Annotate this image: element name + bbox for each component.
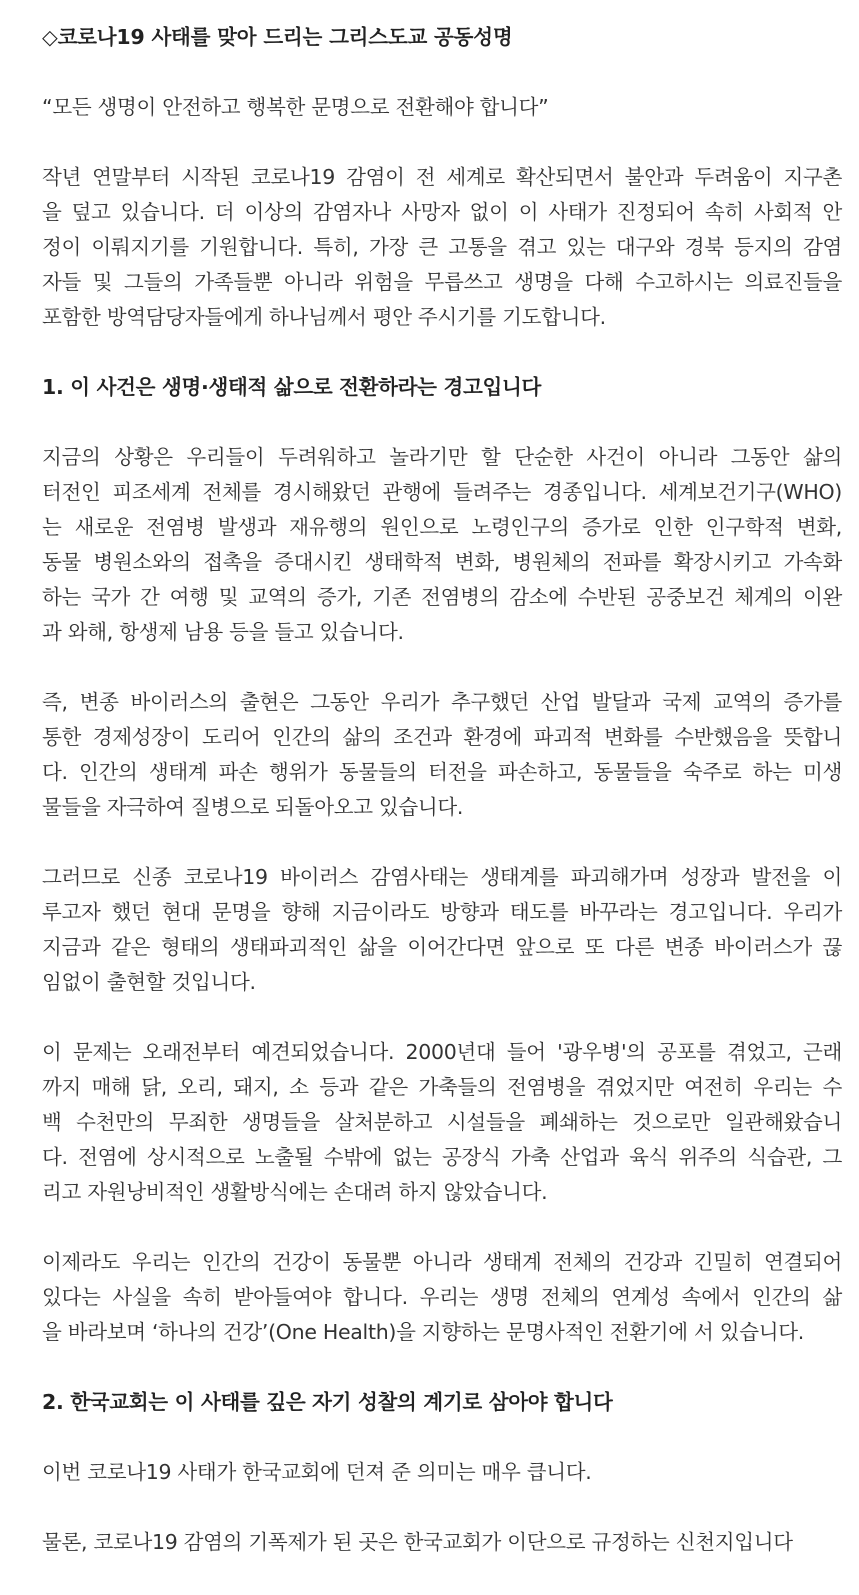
section-2-paragraph-1: 이번 코로나19 사태가 한국교회에 던져 준 의미는 매우 큽니다. [42, 1460, 592, 1484]
text-line: 루고자 했던 현대 문명을 향해 지금이라도 방향과 태도를 바꾸라는 경고입니다. 우리가 [42, 900, 842, 924]
text-line: 동물 병원소와의 접촉을 증대시킨 생태학적 변화, 병원체의 전파를 확장시키고 가속화 [42, 550, 842, 574]
text-line: 과 와해, 항생제 남용 등을 들고 있습니다. [42, 620, 404, 644]
text-line: 있다는 사실을 속히 받아들여야 합니다. 우리는 생명 전체의 연계성 속에서 인간의 삶 [42, 1285, 842, 1309]
text-line: 자들 및 그들의 가족들뿐 아니라 위험을 무릅쓰고 생명을 다해 수고하시는 의료진들을 [42, 270, 842, 294]
text-line: 까지 매해 닭, 오리, 돼지, 소 등과 같은 가축들의 전염병을 겪었지만 여전히 우리는 수 [42, 1075, 842, 1099]
text-line: 하는 국가 간 여행 및 교역의 증가, 기존 전염병의 감소에 수반된 공중보건 체계의 이완 [42, 585, 842, 609]
text-line: 리고 자원낭비적인 생활방식에는 손대려 하지 않았습니다. [42, 1180, 548, 1204]
text-line: 백 수천만의 무죄한 생명들을 살처분하고 시설들을 폐쇄하는 것으로만 일관해왔습니 [42, 1110, 842, 1134]
text-line: 을 덮고 있습니다. 더 이상의 감염자나 사망자 없이 이 사태가 진정되어 속히 사회적 안 [42, 200, 842, 224]
text-line: 이제라도 우리는 인간의 건강이 동물뿐 아니라 생태계 전체의 건강과 긴밀히 연결되어 [42, 1250, 842, 1274]
section-1-heading: 1. 이 사건은 생명·생태적 삶으로 전환하라는 경고입니다 [42, 375, 542, 399]
text-line: 임없이 출현할 것입니다. [42, 970, 256, 994]
text-line: 통한 경제성장이 도리어 인간의 삶의 조건과 환경에 파괴적 변화를 수반했음을 뜻합니 [42, 725, 842, 749]
text-line: 작년 연말부터 시작된 코로나19 감염이 전 세계로 확산되면서 불안과 두려움이 지구촌 [42, 165, 842, 189]
text-line: 는 새로운 전염병 발생과 재유행의 원인으로 노령인구의 증가로 인한 인구학적 변화, [42, 515, 842, 539]
text-line: 지금과 같은 형태의 생태파괴적인 삶을 이어간다면 앞으로 또 다른 변종 바이러스가 끊 [42, 935, 842, 959]
section-1-paragraph-2 [42, 685, 842, 825]
text-line: 터전인 피조세계 전체를 경시해왔던 관행에 들려주는 경종입니다. 세계보건기구(WHO) [42, 480, 842, 504]
text-line: 다. 전염에 상시적으로 노출될 수밖에 없는 공장식 가축 산업과 육식 위주의 식습관, 그 [42, 1145, 842, 1169]
text-line: 을 바라보며 ‘하나의 건강’(One Health)을 지향하는 문명사적인 전환기에 서 있습니다. [42, 1320, 804, 1344]
section-1-paragraph-1 [42, 440, 842, 650]
text-line: 다. 인간의 생태계 파손 행위가 동물들의 터전을 파손하고, 동물들을 숙주로 하는 미생 [42, 760, 842, 784]
text-line: 지금의 상황은 우리들이 두려워하고 놀라기만 할 단순한 사건이 아니라 그동안 삶의 [42, 445, 842, 469]
text-line: 그러므로 신종 코로나19 바이러스 감염사태는 생태계를 파괴해가며 성장과 발전을 이 [42, 865, 842, 889]
section-2-paragraph-2: 물론, 코로나19 감염의 기폭제가 된 곳은 한국교회가 이단으로 규정하는 신천지입니다 [42, 1530, 793, 1554]
text-line: 정이 이뤄지기를 기원합니다. 특히, 가장 큰 고통을 겪고 있는 대구와 경북 등지의 감염 [42, 235, 842, 259]
text-line: 물들을 자극하여 질병으로 되돌아오고 있습니다. [42, 795, 464, 819]
section-1-paragraph-5 [42, 1245, 842, 1350]
article-body [42, 20, 842, 1595]
intro-paragraph [42, 160, 842, 335]
statement-title: ◇코로나19 사태를 맞아 드리는 그리스도교 공동성명 [42, 25, 513, 49]
section-2-heading: 2. 한국교회는 이 사태를 깊은 자기 성찰의 계기로 삼아야 합니다 [42, 1390, 613, 1414]
section-1-paragraph-3 [42, 860, 842, 1000]
text-line: 즉, 변종 바이러스의 출현은 그동안 우리가 추구했던 산업 발달과 국제 교역의 증가를 [42, 690, 842, 714]
statement-subtitle: “모든 생명이 안전하고 행복한 문명으로 전환해야 합니다” [42, 95, 549, 119]
text-line: 포함한 방역담당자들에게 하나님께서 평안 주시기를 기도합니다. [42, 305, 606, 329]
section-1-paragraph-4 [42, 1035, 842, 1210]
text-line: 이 문제는 오래전부터 예견되었습니다. 2000년대 들어 '광우병'의 공포를 겪었고, 근래 [42, 1040, 842, 1064]
